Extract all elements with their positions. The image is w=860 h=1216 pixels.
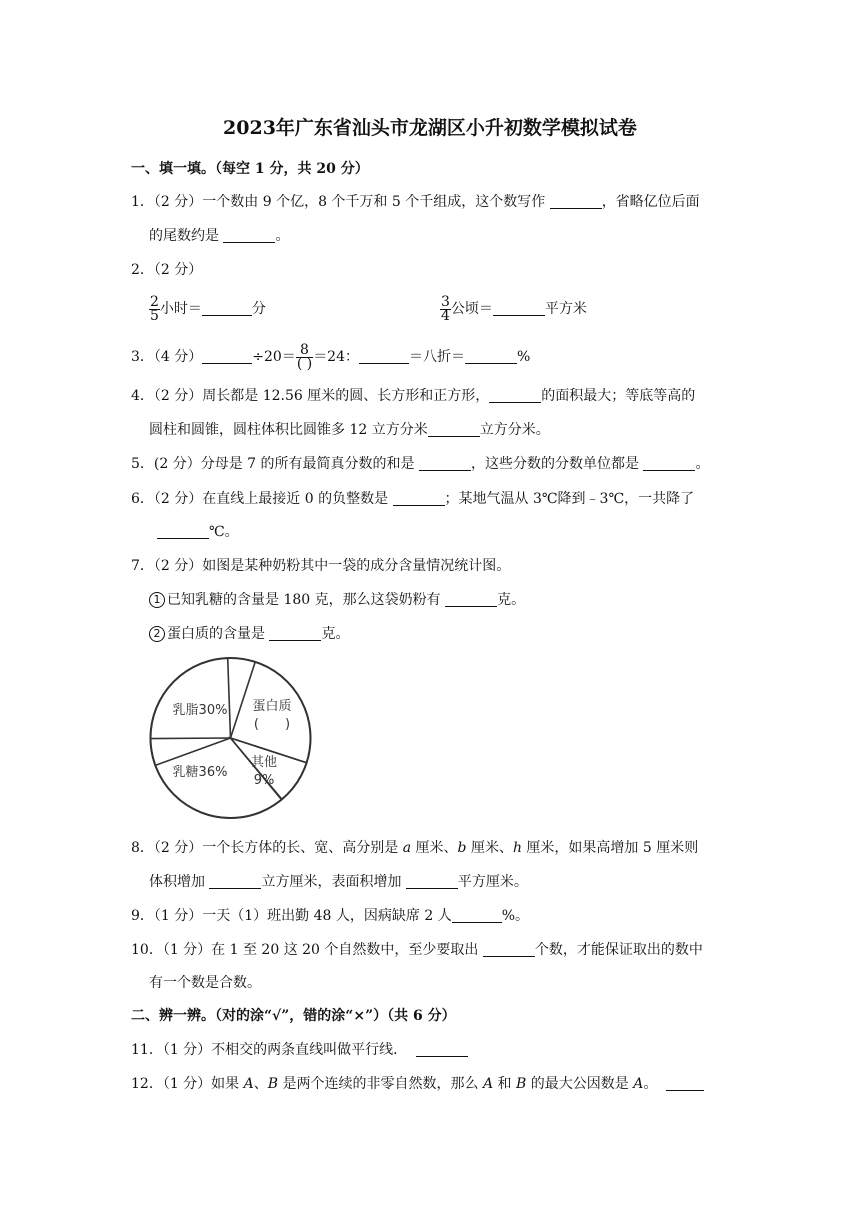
q12-text-a: 12．（1 分）如果 [131,1076,244,1092]
answer-blank[interactable] [465,348,517,364]
question-11 [131,1040,468,1060]
q2-text-c: 公顷＝ [450,301,493,317]
fraction [149,293,160,324]
q8-text-d: 厘米，如果高增加 5 厘米则 [521,840,699,856]
variable-B: B [267,1076,279,1092]
q3-text-a: 3．（4 分） [131,349,203,365]
q3-text-e: % [517,349,531,365]
q2-text-d: 平方米 [544,301,587,317]
q10-text-a: 10．（1 分）在 1 至 20 这 20 个自然数中，至少要取出 [131,942,483,958]
question-7-line-1: 7．（2 分）如图是某种奶粉其中一袋的成分含量情况统计图。 [131,558,511,574]
fraction-numerator: 3 [441,293,450,310]
pie-slice-sublabel: ( ) [253,717,291,732]
q5-text-a: 5．(2 分）分母是 7 的所有最简真分数的和是 [131,456,419,472]
q8-text-f: 立方厘米，表面积增加 [261,874,406,890]
q4-text-c: 圆柱和圆锥，圆柱体积比圆锥多 12 立方分米 [149,422,428,438]
question-2-head: 2．（2 分） [131,262,203,278]
q8-text-c: 厘米、 [466,840,513,856]
q6-text-b: ；某地气温从 3℃降到﹣3℃，一共降了 [444,491,695,507]
fraction [440,293,451,324]
q9-text-b: %。 [501,908,530,924]
q8-text-a: 8．（2 分）一个长方体的长、宽、高分别是 [131,840,403,856]
answer-blank[interactable] [666,1075,704,1091]
fraction-numerator: 2 [150,293,159,310]
q1-text-d: 。 [275,228,290,244]
q5-text-b: ，这些分数的分数单位都是 [470,456,644,472]
answer-blank[interactable] [483,941,535,957]
pie-chart [148,656,313,820]
answer-blank[interactable] [416,1041,468,1057]
answer-blank[interactable] [428,421,480,437]
q7-text-c: 克。 [497,592,526,608]
q8-text-g: 平方厘米。 [457,874,528,890]
question-2-part-2 [440,292,587,326]
q1-text-a: 1．（2 分）一个数由 9 个亿，8 个千万和 5 个千组成，这个数写作 [131,194,550,210]
q1-text-b: ，省略亿位后面 [601,194,700,210]
question-10-line-2: 有一个数是合数。 [149,975,261,991]
q2-text-a: 小时＝ [159,301,202,317]
question-1-line-2 [149,226,289,246]
q4-text-d: 立方分米。 [479,422,550,438]
page-title: 2023年广东省汕头市龙湖区小升初数学模拟试卷 [223,117,637,139]
variable-B: B [515,1076,527,1092]
variable-A: A [633,1076,644,1092]
q3-text-d: ＝八折＝ [409,349,466,365]
q7-text-e: 克。 [321,626,350,642]
q12-text-b: 、 [253,1076,268,1092]
question-4-line-1 [131,386,695,406]
pie-slice-label: 乳脂30% [172,703,228,718]
question-8-line-2 [149,872,528,892]
question-4-line-2 [149,420,550,440]
pie-slice-label: 乳糖36% [172,765,228,780]
circled-number-1: 1 [149,592,165,608]
question-5 [131,454,709,474]
answer-blank[interactable] [493,300,545,316]
answer-blank[interactable] [202,348,252,364]
fraction-denominator: ( ) [296,355,313,372]
pie-slice-label: 其他 [250,755,278,770]
variable-A: A [482,1076,494,1092]
q12-text-e: 的最大公因数是 [526,1076,634,1092]
question-7-part-1 [149,590,525,610]
answer-blank[interactable] [359,348,409,364]
answer-blank[interactable] [223,227,275,243]
question-7-part-2 [149,624,349,644]
pie-slice-sublabel: 9% [253,773,275,788]
answer-blank[interactable] [209,873,261,889]
q11-text-a: 11．（1 分）不相交的两条直线叫做平行线． [131,1042,408,1058]
answer-blank[interactable] [419,455,471,471]
q5-text-c: 。 [695,456,710,472]
answer-blank[interactable] [393,490,445,506]
fraction-numerator: 8 [296,344,313,358]
fraction-denominator: 4 [441,307,450,324]
answer-blank[interactable] [550,193,602,209]
q12-text-c: 是两个连续的非零自然数，那么 [278,1076,483,1092]
variable-b: b [457,840,467,856]
q3-text-c: ＝24： [313,349,360,365]
q2-text-b: 分 [251,301,266,317]
section-1-heading: 一、填一填。（每空 1 分，共 20 分） [131,161,369,177]
question-12 [131,1074,704,1094]
answer-blank[interactable] [452,907,502,923]
q9-text-a: 9．（1 分）一天（1）班出勤 48 人，因病缺席 2 人 [131,908,452,924]
fraction [296,341,313,372]
pie-slice-label: 蛋白质 [252,699,292,714]
q6-text-c: ℃。 [209,524,239,540]
q8-text-b: 厘米、 [411,840,458,856]
variable-a: a [402,840,412,856]
answer-blank[interactable] [643,455,695,471]
answer-blank[interactable] [445,591,497,607]
fraction-denominator: 5 [150,307,159,324]
question-2-part-1 [149,292,266,326]
q7-text-d: 蛋白质的含量是 [167,626,270,642]
q4-text-a: 4．（2 分）周长都是 12.56 厘米的圆、长方形和正方形， [131,388,490,404]
q10-text-b: 个数，才能保证取出的数中 [534,942,703,958]
q7-text-b: 已知乳糖的含量是 180 克，那么这袋奶粉有 [167,592,446,608]
q12-text-f: 。 [643,1076,658,1092]
question-10-line-1 [131,940,703,960]
q3-text-b: ÷20＝ [252,349,296,365]
q12-text-d: 和 [493,1076,516,1092]
variable-A: A [243,1076,254,1092]
q1-text-c: 的尾数约是 [149,228,224,244]
question-6-line-1 [131,489,694,509]
circled-number-2: 2 [149,626,165,642]
answer-blank[interactable] [489,387,541,403]
answer-blank[interactable] [202,300,252,316]
q6-text-a: 6．（2 分）在直线上最接近 0 的负整数是 [131,491,393,507]
answer-blank[interactable] [406,873,458,889]
question-3 [131,340,530,374]
variable-h: h [512,840,522,856]
answer-blank[interactable] [157,523,209,539]
section-2-heading: 二、辨一辨。（对的涂“√”，错的涂“×”）（共 6 分） [131,1008,456,1024]
q8-text-e: 体积增加 [149,874,210,890]
answer-blank[interactable] [269,625,321,641]
question-6-line-2 [157,522,239,542]
q4-text-b: 的面积最大；等底等高的 [541,388,696,404]
question-9 [131,906,529,926]
question-8-line-1 [131,838,698,858]
question-1-line-1 [131,192,700,212]
